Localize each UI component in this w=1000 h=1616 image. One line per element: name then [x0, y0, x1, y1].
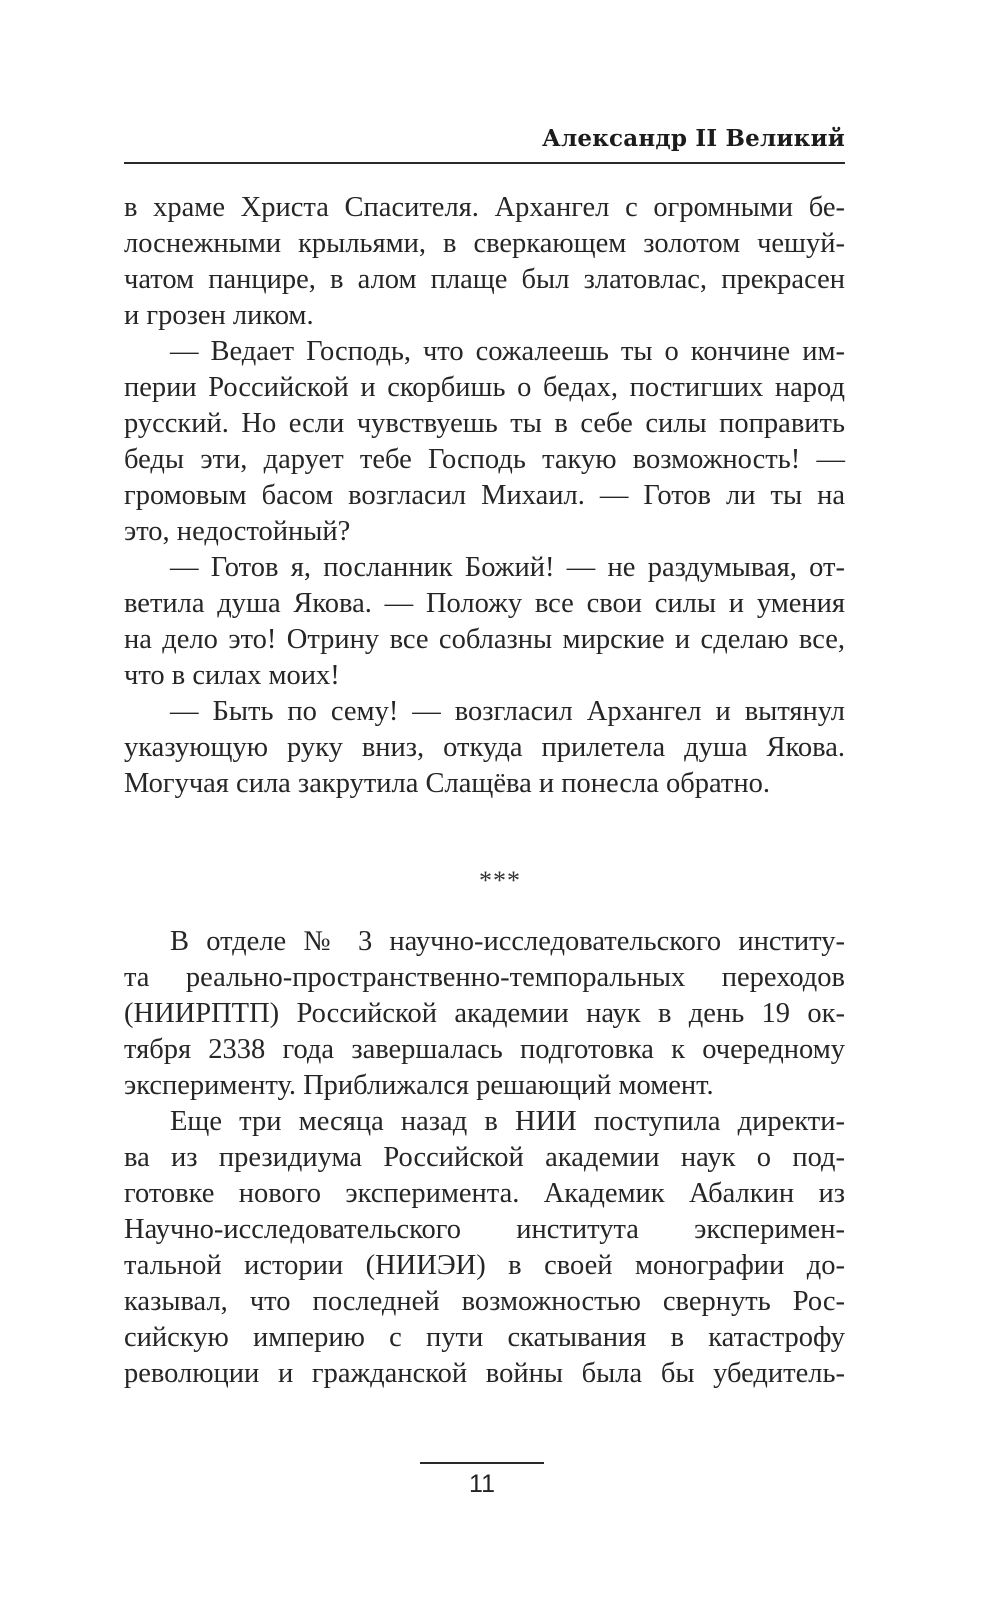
text-line: революции и гражданской войны была бы убедитель-	[124, 1358, 845, 1389]
folio-rule	[420, 1462, 544, 1464]
text-line: тября 2338 года завершалась подготовка к очередному	[124, 1034, 845, 1065]
running-title: Александр II Великий	[542, 125, 845, 152]
text-line: ветила душа Якова. — Положу все свои силы и умения	[124, 588, 845, 619]
text-line: это, недостойный?	[124, 516, 351, 547]
text-line: в храме Христа Спасителя. Архангел с огромными бе-	[124, 192, 845, 223]
text-line: (НИИРПТП) Российской академии наук в день 19 ок-	[124, 998, 845, 1029]
text-line: эксперименту. Приближался решающий момент.	[124, 1070, 714, 1101]
text-line: что в силах моих!	[124, 660, 340, 691]
text-line: казывал, что последней возможностью свернуть Рос-	[124, 1286, 845, 1317]
text-line: чатом панцире, в алом плаще был златовлас, прекрасен	[124, 264, 845, 295]
text-line: и грозен ликом.	[124, 300, 314, 331]
text-line: русский. Но если чувствуешь ты в себе силы поправить	[124, 408, 845, 439]
text-line: громовым басом возгласил Михаил. — Готов ли ты на	[124, 480, 845, 511]
text-line: сийскую империю с пути скатывания в катастрофу	[124, 1322, 845, 1353]
text-line: — Быть по сему! — возгласил Архангел и вытянул	[170, 696, 845, 727]
text-line: на дело это! Отрину все соблазны мирские и сделаю все,	[124, 624, 845, 655]
text-line: та реально-пространственно-темпоральных переходов	[124, 962, 845, 993]
text-line: беды эти, дарует тебе Господь такую возможность! —	[124, 444, 845, 475]
text-line: — Готов я, посланник Божий! — не раздумывая, от-	[170, 552, 845, 583]
text-line: Еще три месяца назад в НИИ поступила директи-	[170, 1106, 845, 1137]
text-line: В отделе № 3 научно-исследовательского институ-	[170, 926, 845, 957]
text-line: перии Российской и скорбишь о бедах, постигших народ	[124, 372, 845, 403]
section-separator: ***	[479, 866, 521, 895]
text-line: тальной истории (НИИЭИ) в своей монографии до-	[124, 1250, 845, 1281]
running-head	[124, 124, 845, 164]
text-line: ва из президиума Российской академии наук о под-	[124, 1142, 845, 1173]
text-line: Научно-исследовательского института эксперимен-	[124, 1214, 845, 1245]
text-line: лоснежными крыльями, в сверкающем золотом чешуй-	[124, 228, 845, 259]
page-number: 11	[469, 1470, 495, 1498]
text-line: Могучая сила закрутила Слащёва и понесла обратно.	[124, 768, 770, 799]
text-line: указующую руку вниз, откуда прилетела душа Якова.	[124, 732, 845, 763]
text-line: — Ведает Господь, что сожалеешь ты о кончине им-	[170, 336, 845, 367]
text-line: готовке нового эксперимента. Академик Абалкин из	[124, 1178, 845, 1209]
